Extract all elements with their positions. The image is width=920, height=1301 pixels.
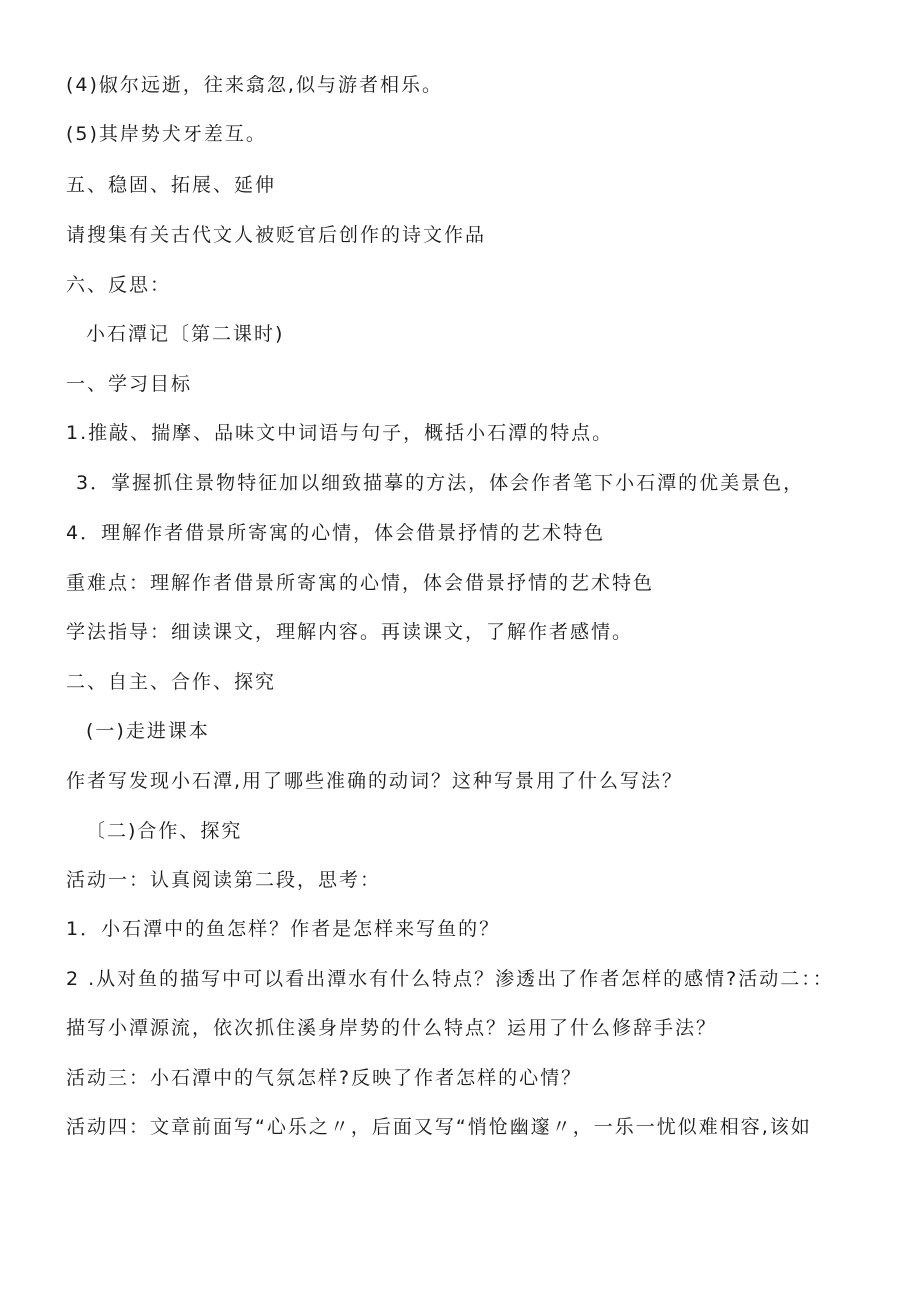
text-line-11: 重难点：理解作者借景所寄寓的心情，体会借景抒情的艺术特色 xyxy=(66,572,655,594)
text-line-2: (5)其岸势犬牙差互。 xyxy=(66,123,267,145)
text-line-9: 3．掌握抓住景物特征加以细致描摹的方法，体会作者笔下小石潭的优美景色， xyxy=(76,472,805,494)
text-line-10: 4．理解作者借景所寄寓的心情，体会借景抒情的艺术特色 xyxy=(66,522,606,544)
text-line-21: 活动三：小石潭中的气氛怎样?反映了作者怎样的心情？ xyxy=(66,1067,583,1089)
text-line-1: (4)俶尔远逝，往来翕忽,似与游者相乐。 xyxy=(66,74,443,96)
section-heading-5: 五、稳固、拓展、延伸 xyxy=(66,174,277,196)
section-heading-1: 一、学习目标 xyxy=(66,373,193,395)
section-heading-2: 二、自主、合作、探究 xyxy=(66,671,277,693)
text-line-15: 作者写发现小石潭,用了哪些准确的动词？这种写景用了什么写法？ xyxy=(66,770,684,792)
text-line-19: 2 .从对鱼的描写中可以看出潭水有什么特点？渗透出了作者怎样的感情?活动二：： xyxy=(66,968,834,990)
subsection-heading-2: 〔二)合作、探究 xyxy=(86,820,243,842)
subsection-heading-1: (一)走进课本 xyxy=(86,720,210,742)
text-line-12: 学法指导：细读课文，理解内容。再读课文，了解作者感情。 xyxy=(66,621,634,643)
section-heading-6: 六、反思： xyxy=(66,274,172,296)
text-line-20: 描写小潭源流，依次抓住溪身岸势的什么特点？运用了什么修辞手法？ xyxy=(66,1017,718,1039)
text-line-4: 请搜集有关古代文人被贬官后创作的诗文作品 xyxy=(66,224,487,246)
text-line-18: 1．小石潭中的鱼怎样？作者是怎样来写鱼的？ xyxy=(66,918,501,940)
text-line-8: 1.推敲、揣摩、品味文中词语与句子，概括小石潭的特点。 xyxy=(66,422,614,444)
text-line-22: 活动四：文章前面写“心乐之〃，后面又写“悄怆幽邃〃，一乐一忧似难相容,该如 xyxy=(66,1116,812,1138)
lesson-title: 小石潭记〔第二课时) xyxy=(86,323,285,345)
text-line-17: 活动一：认真阅读第二段，思考： xyxy=(66,869,382,891)
